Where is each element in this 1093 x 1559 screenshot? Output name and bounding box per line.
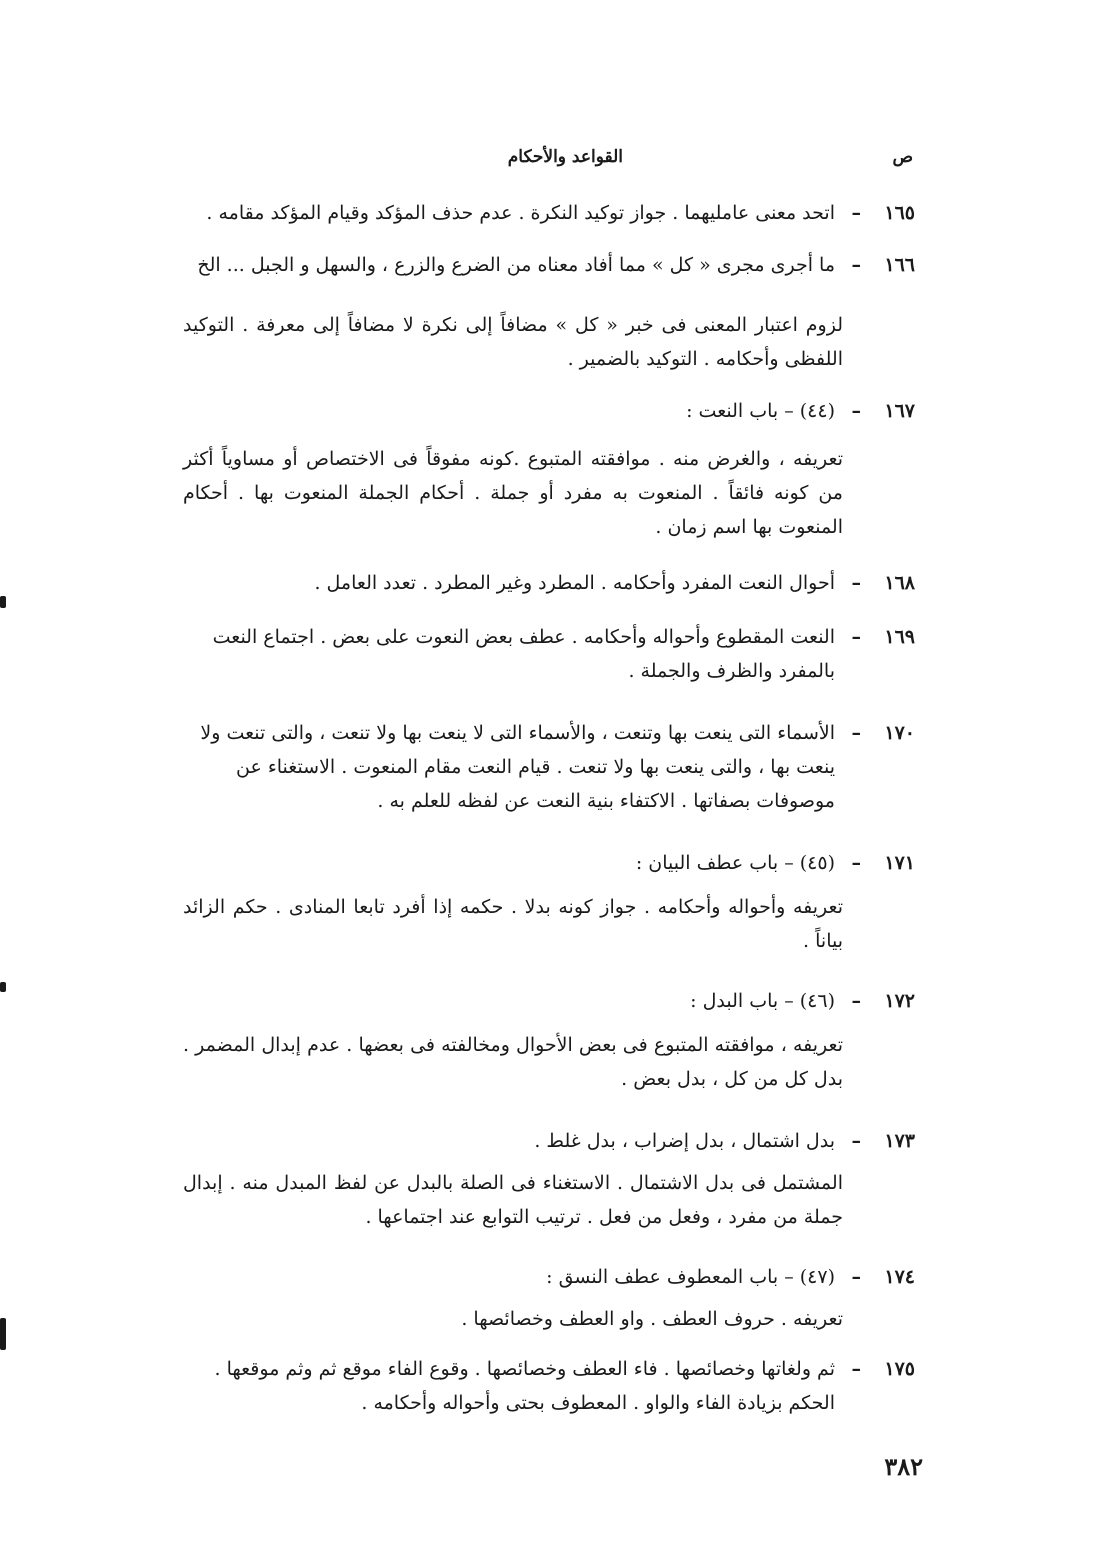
header-section-mark: ص <box>892 147 913 167</box>
entry-number: ١٧٤ <box>884 1266 915 1288</box>
entry-number: ١٧٢ <box>884 990 915 1012</box>
entry-text: (٤٦) – باب البدل : <box>690 990 835 1012</box>
entry-dash: – <box>851 572 861 594</box>
entry-dash: – <box>851 254 861 276</box>
entry-text: ما أجرى مجرى « كل » مما أفاد معناه من الضرع والزرع ، والسهل و الجبل ... الخ <box>197 254 835 276</box>
scan-edge-mark <box>0 596 6 608</box>
entry-dash: – <box>851 1130 861 1152</box>
entry-number: ١٦٩ <box>884 626 915 648</box>
entry-170 <box>185 716 915 818</box>
entry-dash: – <box>851 1358 861 1380</box>
entry-text: (٤٥) – باب عطف البيان : <box>635 852 835 874</box>
entry-text: (٤٤) – باب النعت : <box>686 400 835 422</box>
entry-171 <box>185 846 915 880</box>
entry-dash: – <box>851 1266 861 1288</box>
entry-167 <box>185 394 915 428</box>
entry-number: ١٦٥ <box>884 202 915 224</box>
entry-body-172: تعريفه ، موافقته المتبوع فى بعض الأحوال ومخالفته فى بعضها . عدم إبدال المضمر . بدل كل من كل ، بدل بعض . <box>183 1034 843 1090</box>
scan-edge-mark <box>0 1318 6 1350</box>
entry-dash: – <box>851 852 861 874</box>
entry-dash: – <box>851 400 861 422</box>
entry-number: ١٧٠ <box>884 722 915 744</box>
entry-body-173: المشتمل فى بدل الاشتمال . الاستغناء فى الصلة بالبدل عن لفظ المبدل منه . إبدال جملة من مفرد ، وفعل من فعل . ترتيب التوابع عند اجتماعها . <box>183 1172 843 1228</box>
entry-174 <box>185 1260 915 1294</box>
entry-text: بدل اشتمال ، بدل إضراب ، بدل غلط . <box>534 1130 835 1152</box>
entry-165 <box>185 196 915 230</box>
entry-body-166: لزوم اعتبار المعنى فى خبر « كل » مضافاً إلى نكرة لا مضافاً إلى معرفة . التوكيد اللفظى وأحكامه . التوكيد بالضمير . <box>183 314 843 370</box>
entry-body-171: تعريفه وأحواله وأحكامه . جواز كونه بدلا . حكمه إذا أفرد تابعا المنادى . حكم الزائد بياناً . <box>183 896 843 952</box>
entry-168 <box>185 566 915 600</box>
header-title: القواعد والأحكام <box>507 147 623 167</box>
entry-number: ١٧٣ <box>884 1130 915 1152</box>
entry-number: ١٧٥ <box>884 1358 915 1380</box>
entry-number: ١٧١ <box>884 852 915 874</box>
entry-175 <box>185 1352 915 1420</box>
entry-text: (٤٧) – باب المعطوف عطف النسق : <box>546 1266 835 1288</box>
entry-number: ١٦٦ <box>884 254 915 276</box>
entry-body-174: تعريفه . حروف العطف . واو العطف وخصائصها . <box>461 1308 843 1330</box>
scan-edge-mark <box>0 982 6 992</box>
entry-dash: – <box>851 722 861 744</box>
entry-dash: – <box>851 990 861 1012</box>
entry-number: ١٦٨ <box>884 572 915 594</box>
entry-text: ثم ولغاتها وخصائصها . فاء العطف وخصائصها . وقوع الفاء موقع ثم وثم موقعها . الحكم بزيادة الفاء والواو . المعطوف بحتى وأحواله وأحكامه . <box>214 1358 835 1414</box>
entry-dash: – <box>851 626 861 648</box>
entry-dash: – <box>851 202 861 224</box>
entry-166 <box>185 248 915 282</box>
entry-text: أحوال النعت المفرد وأحكامه . المطرد وغير المطرد . تعدد العامل . <box>314 572 835 594</box>
entry-173 <box>185 1124 915 1158</box>
entry-172 <box>185 984 915 1018</box>
entry-text: اتحد معنى عامليهما . جواز توكيد النكرة . عدم حذف المؤكد وقيام المؤكد مقامه . <box>206 202 835 224</box>
entry-body-167: تعريفه ، والغرض منه . موافقته المتبوع .كونه مفوقاً فى الاختصاص أو مساوياً أكثر من كونه فائقاً . المنعوت به مفرد أو جملة . أحكام الجملة المنعوت بها . أحكام المنعوت بها اسم زمان . <box>183 448 843 538</box>
entry-text: الأسماء التى ينعت بها وتنعت ، والأسماء التى لا ينعت بها ولا تنعت ، والتى تنعت ولا ينعت بها ، والتى ينعت بها ولا تنعت . قيام النعت مقام المنعوت . الاستغناء عن موصوفات بصفاتها . الاكتفاء بنية النعت عن لفظه للعلم به . <box>200 722 835 812</box>
page-header <box>173 147 913 177</box>
entry-169 <box>185 620 915 688</box>
entry-text: النعت المقطوع وأحواله وأحكامه . عطف بعض النعوت على بعض . اجتماع النعت بالمفرد والظرف والجملة . <box>212 626 835 682</box>
page-number: ٣٨٢ <box>884 1452 923 1481</box>
entry-number: ١٦٧ <box>884 400 915 422</box>
